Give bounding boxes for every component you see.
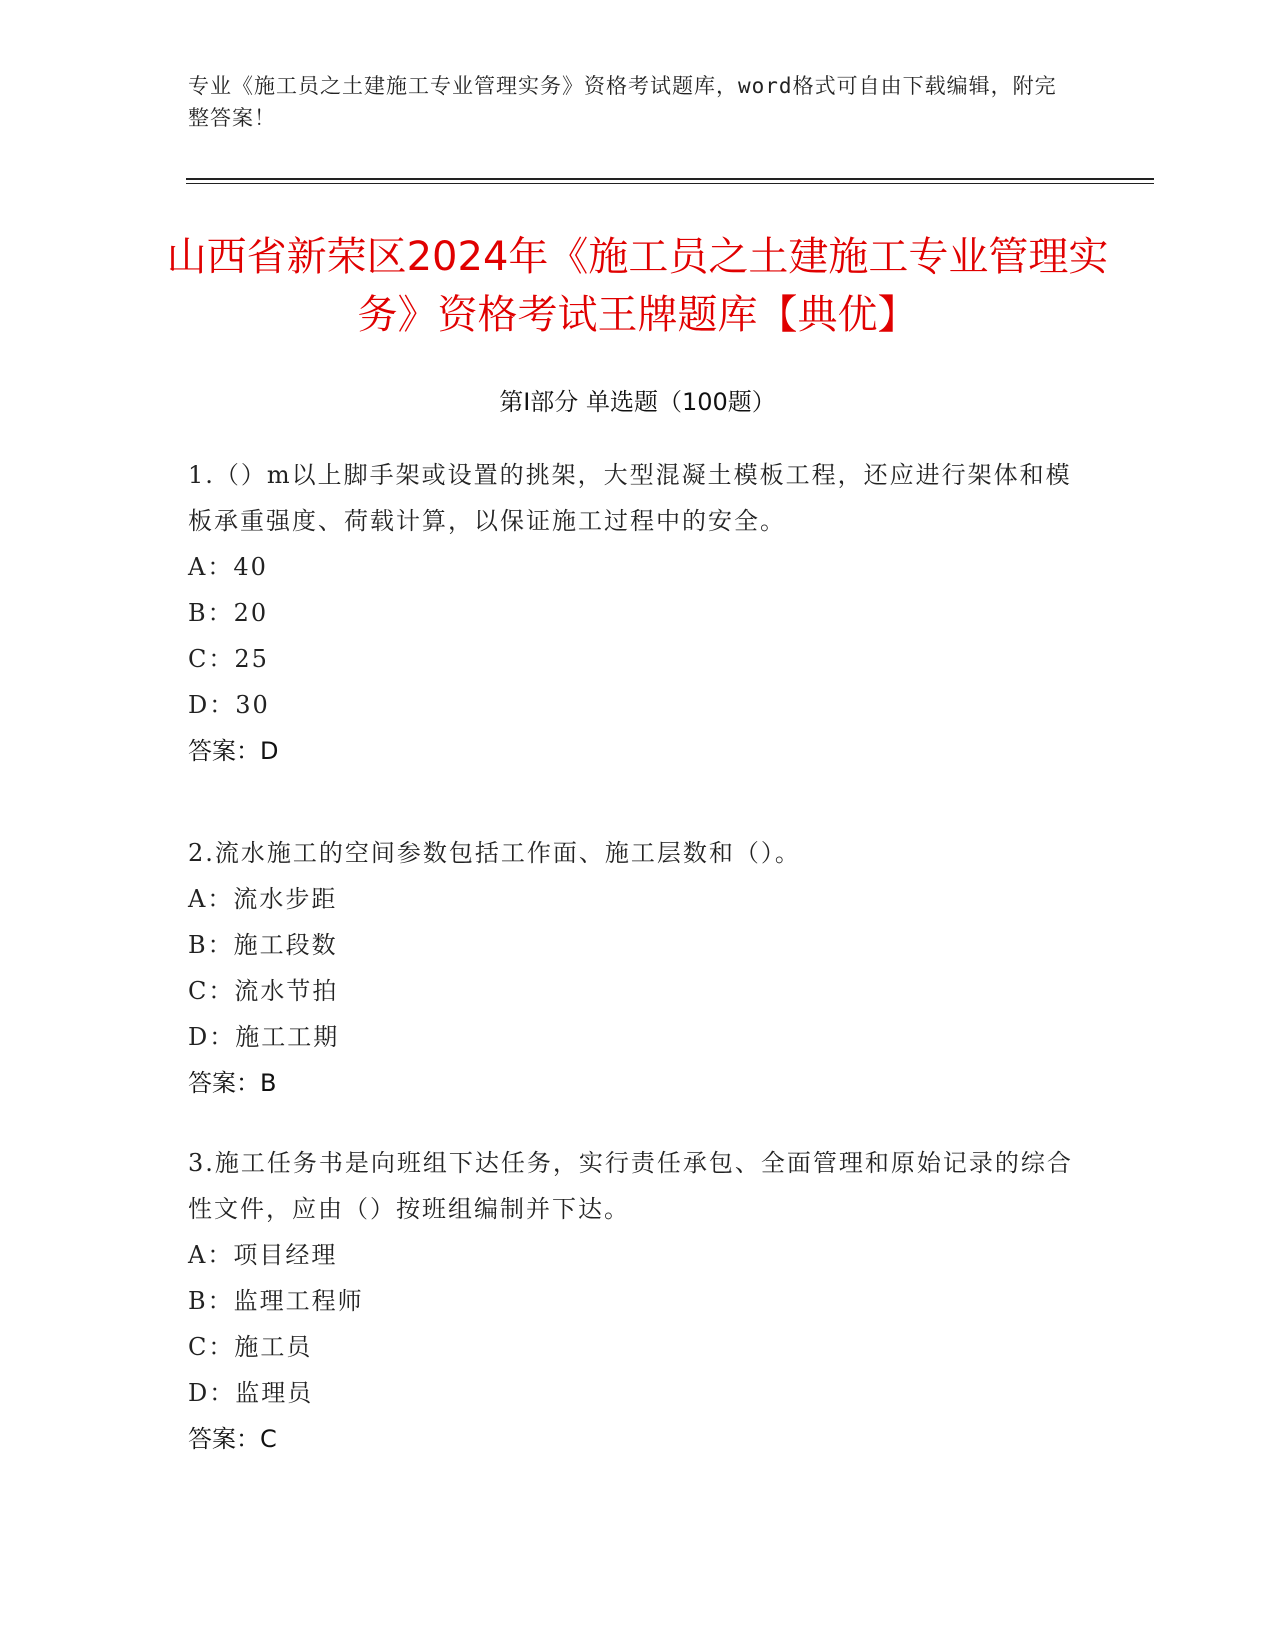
- option-d: D：施工工期: [188, 1023, 340, 1051]
- option-d: D：监理员: [188, 1379, 314, 1407]
- answer: 答案：B: [188, 1069, 277, 1097]
- header-divider-thin: [186, 183, 1154, 184]
- question-text: 2.流水施工的空间参数包括工作面、施工层数和（）。: [188, 839, 801, 867]
- section-heading: 第Ⅰ部分 单选题（100题）: [499, 388, 776, 416]
- question-text: 1.（）m以上脚手架或设置的挑架，大型混凝土模板工程，还应进行架体和模板承重强度、荷载计算，以保证施工过程中的安全。: [188, 461, 1072, 535]
- option-c: C：施工员: [188, 1333, 313, 1361]
- option-b: B：监理工程师: [188, 1287, 364, 1315]
- question-block-2: [188, 830, 1088, 1106]
- option-b: B：施工段数: [188, 931, 338, 959]
- answer: 答案：C: [188, 1425, 277, 1453]
- document-title: 山西省新荣区2024年《施工员之土建施工专业管理实务》资格考试王牌题库【典优】: [166, 234, 1109, 338]
- option-a: A：流水步距: [188, 885, 338, 913]
- question-text: 3.施工任务书是向班组下达任务，实行责任承包、全面管理和原始记录的综合性文件，应由（）按班组编制并下达。: [188, 1149, 1073, 1223]
- option-b: B：20: [188, 599, 269, 627]
- option-a: A：40: [188, 553, 268, 581]
- header-note: 专业《施工员之土建施工专业管理实务》资格考试题库，word格式可自由下载编辑，附完整答案！: [188, 74, 1057, 130]
- answer: 答案：D: [188, 737, 279, 765]
- header-divider-thick: [186, 178, 1154, 180]
- option-c: C：流水节拍: [188, 977, 339, 1005]
- option-a: A：项目经理: [188, 1241, 338, 1269]
- option-d: D：30: [188, 691, 270, 719]
- question-block-3: [188, 1140, 1088, 1462]
- option-c: C：25: [188, 645, 269, 673]
- question-block-1: [188, 452, 1088, 774]
